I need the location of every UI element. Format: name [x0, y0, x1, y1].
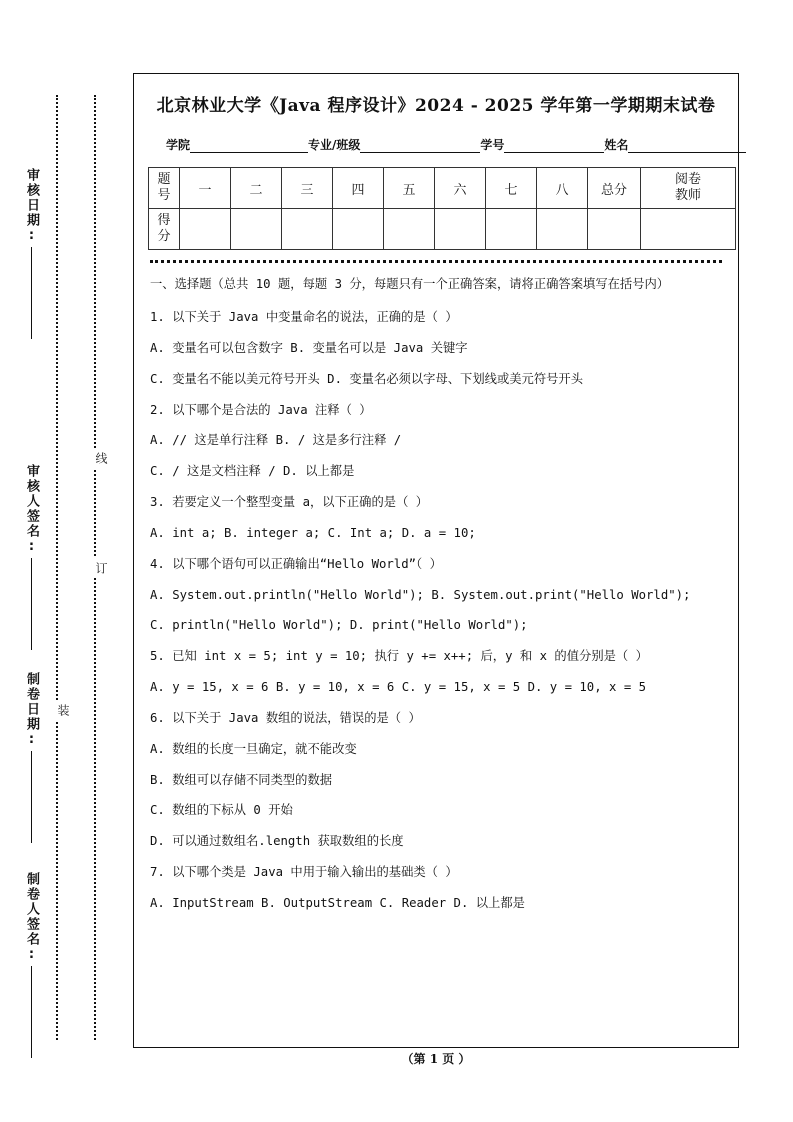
- reviewer-signature-label: 审核人签名:: [24, 464, 39, 556]
- student-id-label: 学号: [480, 138, 505, 153]
- question-2-options-row-2[interactable]: C. / 这是文档注释 / D. 以上都是: [150, 464, 355, 479]
- question-body: [150, 275, 722, 913]
- question-6-option-a[interactable]: A. 数组的长度一旦确定，就不能改变: [150, 741, 357, 756]
- question-2: [150, 402, 722, 481]
- section-separator: [150, 260, 722, 263]
- question-7-stem: 7. 以下哪个类是 Java 中用于输入输出的基础类（ ）: [150, 865, 458, 879]
- major-class-field[interactable]: [308, 136, 480, 153]
- question-7: [150, 864, 722, 913]
- question-3-stem: 3. 若要定义一个整型变量 a，以下正确的是（ ）: [150, 495, 429, 510]
- question-4-stem: 4. 以下哪个语句可以正确输出“Hello World”（ ）: [150, 556, 442, 571]
- page-footer: （第 1 页 ）: [401, 1052, 471, 1066]
- column-header-2: 二: [231, 168, 282, 209]
- question-5-options-row-1[interactable]: A. y = 15, x = 6 B. y = 10, x = 6 C. y = 15, x = 5 D. y = 10, x = 5: [150, 680, 647, 695]
- paper-date-field: [22, 672, 41, 843]
- review-date-field: [22, 168, 41, 339]
- question-number-label-char2: 号: [157, 188, 171, 204]
- reviewer-signature-field: [22, 464, 41, 650]
- review-date-label: 审核日期:: [24, 168, 39, 245]
- score-cell-total[interactable]: [588, 209, 641, 250]
- question-6-stem: 6. 以下关于 Java 数组的说法，错误的是（ ）: [150, 710, 421, 725]
- question-6-option-b[interactable]: B. 数组可以存储不同类型的数据: [150, 772, 333, 787]
- paper-signature-field: [22, 872, 41, 1058]
- score-cell-7[interactable]: [486, 209, 537, 250]
- assemble-mark: 装: [47, 700, 69, 720]
- question-6: [150, 710, 722, 851]
- bind-mark: 订: [85, 558, 107, 578]
- question-2-options-row-1[interactable]: A. // 这是单行注释 B. / 这是多行注释 /: [150, 433, 402, 448]
- column-header-7: 七: [486, 168, 537, 209]
- column-header-3: 三: [282, 168, 333, 209]
- row-header-score: [149, 209, 180, 250]
- column-header-8: 八: [537, 168, 588, 209]
- score-label-char2: 分: [157, 229, 171, 245]
- question-1: [150, 309, 722, 388]
- student-info-row: [166, 136, 720, 153]
- review-date-rule: [31, 247, 32, 339]
- score-cell-8[interactable]: [537, 209, 588, 250]
- question-6-option-c[interactable]: C. 数组的下标从 0 开始: [150, 803, 293, 818]
- college-label: 学院: [166, 138, 191, 153]
- score-cell-5[interactable]: [384, 209, 435, 250]
- score-cell-6[interactable]: [435, 209, 486, 250]
- question-7-options-row-1[interactable]: A. InputStream B. OutputStream C. Reader D. 以上都是: [150, 895, 525, 910]
- college-field[interactable]: [166, 136, 308, 153]
- exam-paper-frame: [133, 73, 739, 1048]
- question-4-options-row-1[interactable]: A. System.out.println("Hello World"); B. System.out.print("Hello World");: [150, 587, 691, 602]
- binding-dotted-line-outer: [56, 95, 58, 1040]
- student-name-label: 姓名: [604, 138, 629, 153]
- table-row-score: [149, 209, 736, 250]
- major-class-label: 专业/班级: [308, 138, 361, 153]
- line-mark: 线: [85, 448, 107, 468]
- paper-signature-rule: [31, 966, 32, 1058]
- paper-signature-label: 制卷人签名:: [24, 872, 39, 964]
- table-row-header: [149, 168, 736, 209]
- score-cell-3[interactable]: [282, 209, 333, 250]
- question-1-options-row-2[interactable]: C. 变量名不能以美元符号开头 D. 变量名必须以字母、下划线或美元符号开头: [150, 371, 584, 386]
- question-3-options-row-1[interactable]: A. int a; B. integer a; C. Int a; D. a = 10;: [150, 525, 476, 540]
- paper-date-label: 制卷日期:: [24, 672, 39, 749]
- section-one-heading: 一、选择题（总共 10 题，每题 3 分，每题只有一个正确答案，请将正确答案填写在括号内）: [150, 277, 670, 292]
- score-cell-1[interactable]: [180, 209, 231, 250]
- column-header-4: 四: [333, 168, 384, 209]
- paper-date-rule: [31, 751, 32, 843]
- score-cell-2[interactable]: [231, 209, 282, 250]
- question-4-options-row-2[interactable]: C. println("Hello World"); D. print("Hello World");: [150, 618, 528, 633]
- question-1-stem: 1. 以下关于 Java 中变量命名的说法，正确的是（ ）: [150, 310, 458, 325]
- reviewer-signature-rule: [31, 558, 32, 650]
- score-table: [148, 167, 736, 250]
- score-cell-4[interactable]: [333, 209, 384, 250]
- question-number-label-char1: 题: [157, 171, 171, 187]
- column-header-grader: [641, 168, 736, 209]
- column-header-6: 六: [435, 168, 486, 209]
- question-2-stem: 2. 以下哪个是合法的 Java 注释（ ）: [150, 402, 372, 417]
- student-id-field[interactable]: [480, 136, 604, 153]
- question-3: [150, 494, 722, 543]
- question-4: [150, 556, 722, 635]
- question-6-option-d[interactable]: D. 可以通过数组名.length 获取数组的长度: [150, 834, 404, 849]
- page-title: 北京林业大学《Java 程序设计》2024 - 2025 学年第一学期期末试卷: [156, 96, 716, 116]
- column-header-5: 五: [384, 168, 435, 209]
- question-1-options-row-1[interactable]: A. 变量名可以包含数字 B. 变量名可以是 Java 关键字: [150, 340, 468, 355]
- question-5-stem: 5. 已知 int x = 5; int y = 10; 执行 y += x++; 后，y 和 x 的值分别是（ ）: [150, 649, 648, 664]
- question-5: [150, 648, 722, 697]
- score-cell-grader[interactable]: [641, 209, 736, 250]
- binding-margin: [0, 0, 133, 1122]
- student-id-input[interactable]: [504, 139, 604, 153]
- grader-label-line2: 教师: [674, 188, 701, 204]
- column-header-1: 一: [180, 168, 231, 209]
- score-label-char1: 得: [157, 212, 171, 228]
- student-name-input[interactable]: [628, 139, 746, 153]
- student-name-field[interactable]: [604, 136, 746, 153]
- major-class-input[interactable]: [360, 139, 480, 153]
- row-header-question-number: [149, 168, 180, 209]
- grader-label-line1: 阅卷: [674, 171, 701, 187]
- college-input[interactable]: [190, 139, 308, 153]
- column-header-total: 总分: [588, 168, 641, 209]
